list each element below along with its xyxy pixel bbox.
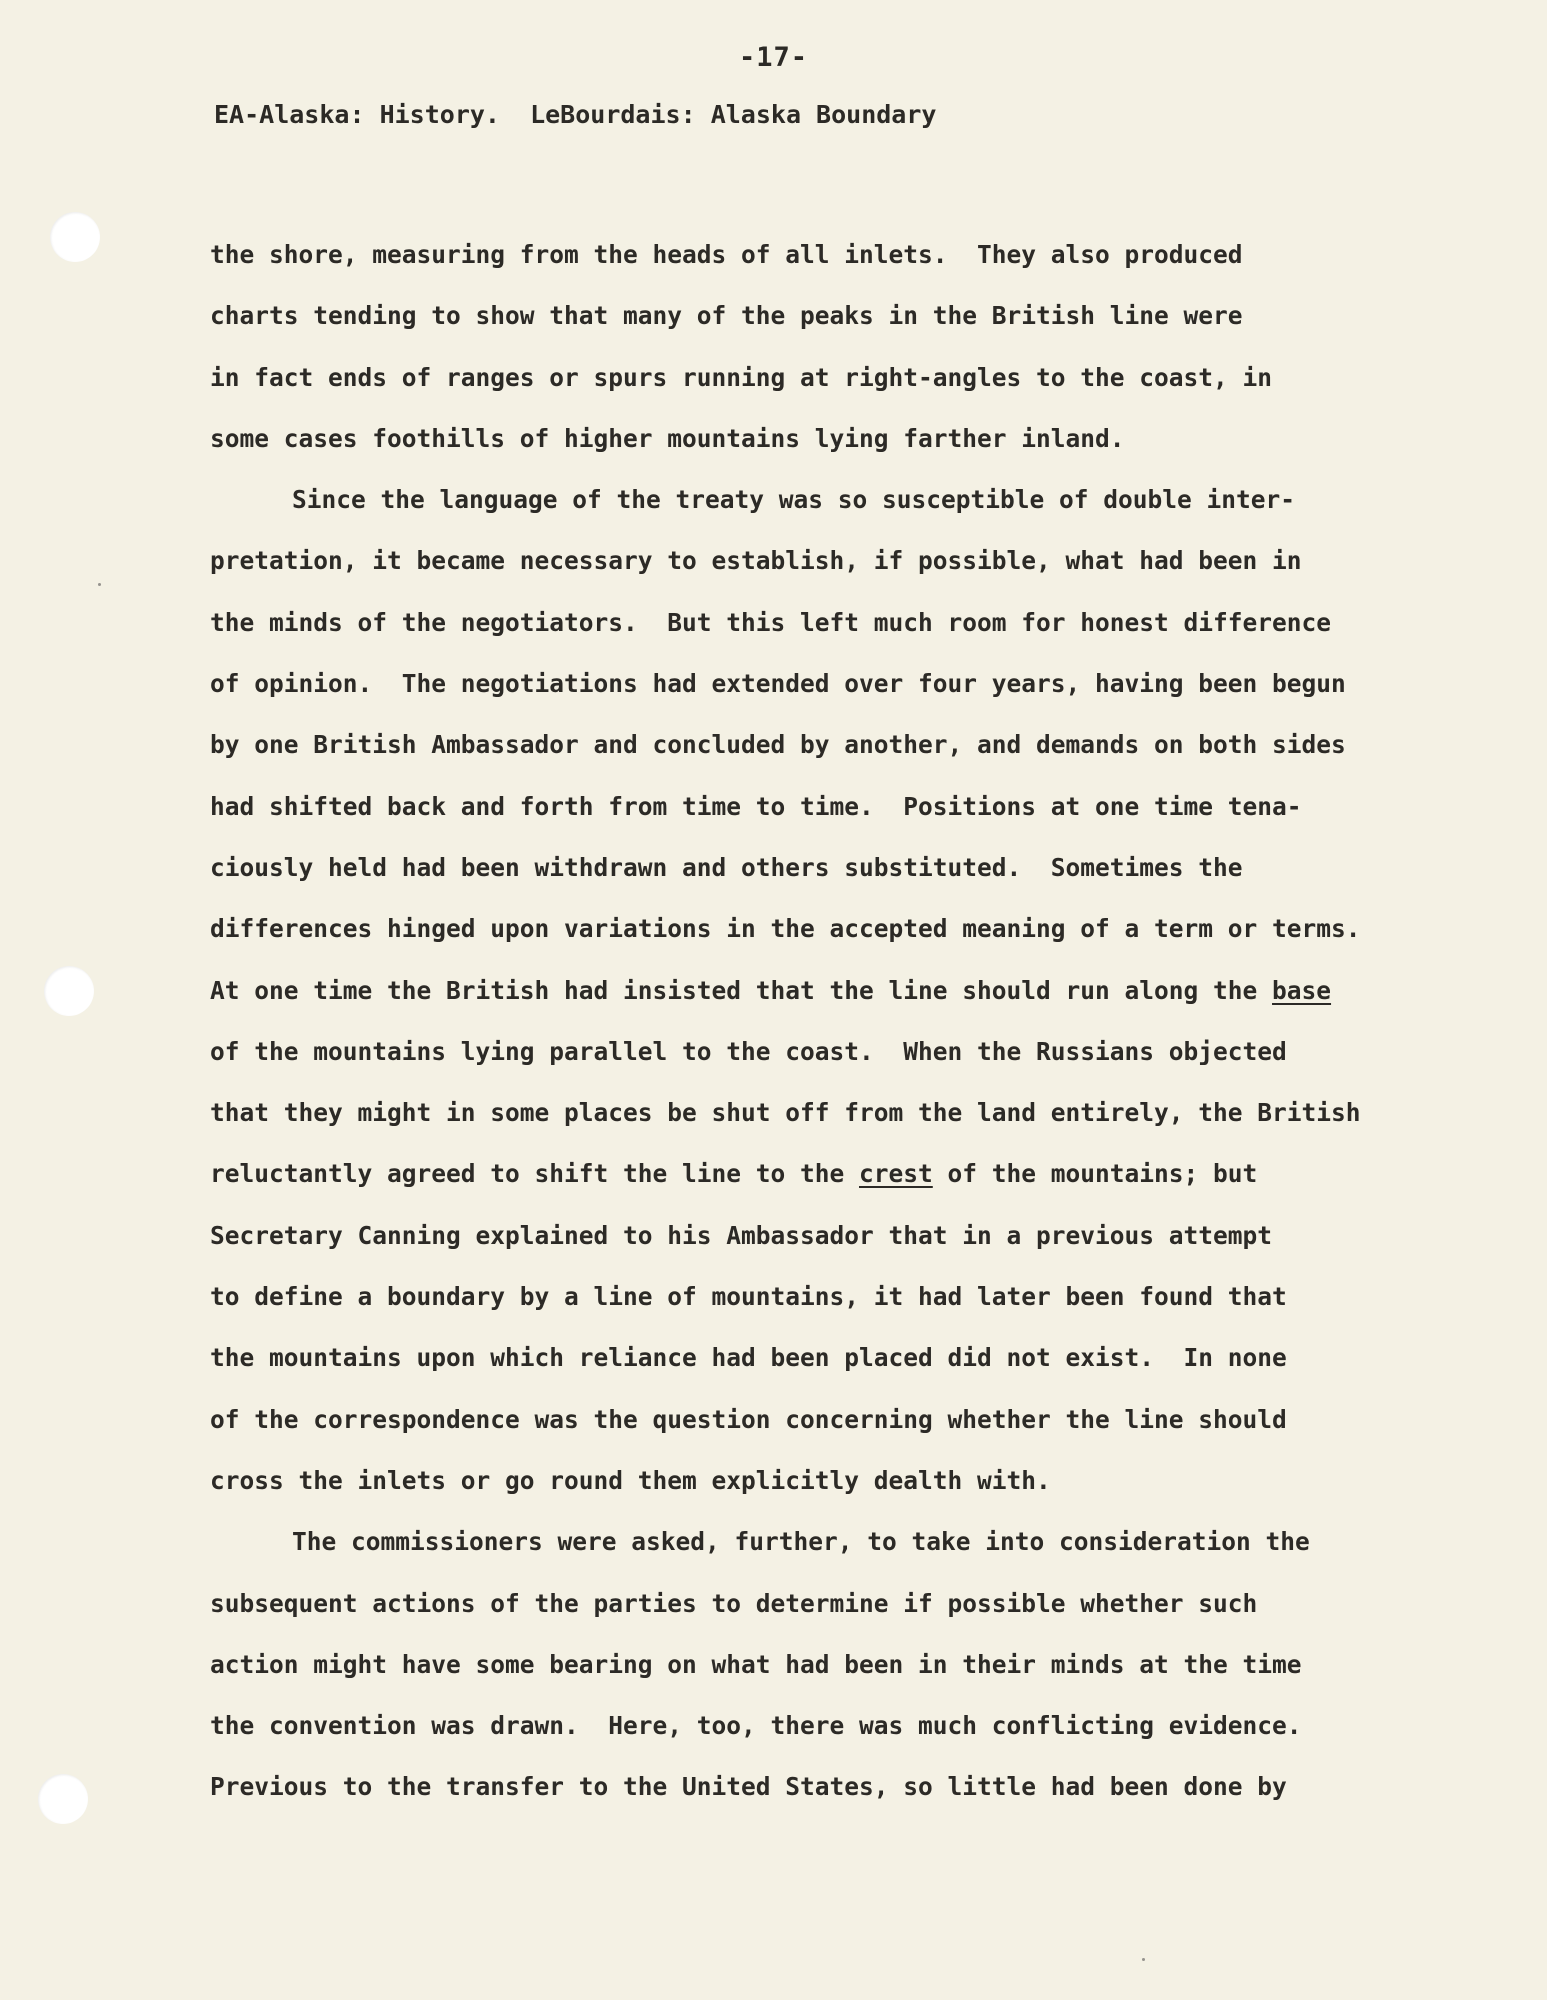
page-header: EA-Alaska: History. LeBourdais: Alaska Boundary: [214, 100, 937, 129]
text-line: of the mountains lying parallel to the coast. When the Russians objected: [210, 1036, 1287, 1066]
paper-speck: [1142, 1958, 1145, 1961]
punch-hole: [44, 966, 94, 1016]
text-line: subsequent actions of the parties to determine if possible whether such: [210, 1588, 1258, 1618]
text-line: of opinion. The negotiations had extended over four years, having been begun: [210, 669, 1346, 699]
body-text: [210, 224, 1430, 1818]
text-line: Secretary Canning explained to his Ambassador that in a previous attempt: [210, 1220, 1273, 1250]
text-line: to define a boundary by a line of mountains, it had later been found that: [210, 1282, 1287, 1312]
text-line: had shifted back and forth from time to time. Positions at one time tena-: [210, 791, 1302, 821]
text-segment: of the mountains; but: [932, 1159, 1258, 1189]
underlined-word: base: [1272, 975, 1332, 1005]
text-line: The commissioners were asked, further, to take into consideration the: [292, 1527, 1310, 1557]
text-line: cross the inlets or go round them explicitly dealth with.: [210, 1465, 1051, 1495]
text-line: of the correspondence was the question concerning whether the line should: [210, 1404, 1287, 1434]
page-number: -17-: [738, 42, 809, 73]
text-line: [210, 960, 1430, 1021]
text-line: action might have some bearing on what had been in their minds at the time: [210, 1649, 1302, 1679]
text-line: the mountains upon which reliance had been placed did not exist. In none: [210, 1343, 1287, 1373]
text-line: [210, 1143, 1430, 1204]
text-line: pretation, it became necessary to establish, if possible, what had been in: [210, 546, 1302, 576]
punch-hole: [38, 1774, 88, 1824]
text-line: the minds of the negotiators. But this left much room for honest difference: [210, 607, 1332, 637]
underlined-word: crest: [859, 1159, 933, 1189]
text-line: the convention was drawn. Here, too, there was much conflicting evidence.: [210, 1711, 1302, 1741]
text-line: charts tending to show that many of the peaks in the British line were: [210, 301, 1243, 331]
punch-hole: [50, 212, 100, 262]
text-line: Previous to the transfer to the United States, so little had been done by: [210, 1772, 1287, 1802]
text-line: some cases foothills of higher mountains lying farther inland.: [210, 423, 1125, 453]
text-line: differences hinged upon variations in the accepted meaning of a term or terms.: [210, 914, 1361, 944]
paper-speck: [98, 583, 101, 586]
text-segment: At one time the British had insisted that the line should run along the: [210, 975, 1273, 1005]
text-line: that they might in some places be shut off from the land entirely, the British: [210, 1098, 1361, 1128]
text-line: ciously held had been withdrawn and others substituted. Sometimes the: [210, 852, 1243, 882]
text-line: Since the language of the treaty was so susceptible of double inter-: [292, 485, 1296, 515]
text-line: by one British Ambassador and concluded by another, and demands on both sides: [210, 730, 1346, 760]
text-line: in fact ends of ranges or spurs running at right-angles to the coast, in: [210, 362, 1273, 392]
text-segment: reluctantly agreed to shift the line to the: [210, 1159, 860, 1189]
text-line: the shore, measuring from the heads of all inlets. They also produced: [210, 240, 1243, 269]
